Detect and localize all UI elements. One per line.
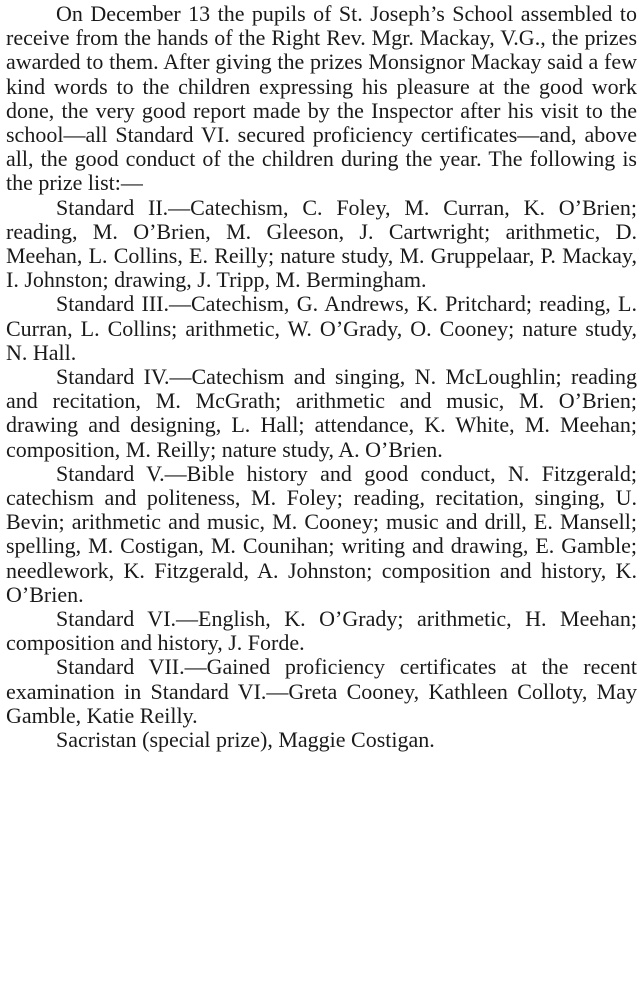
prize-list-standard-2: Standard II.—Catechism, C. Foley, M. Curran, K. O’Brien; reading, M. O’Brien, M. Gleeson, J. Cartwright; arithmetic, D. Meehan, L. Collins, E. Reilly; nature study, M. Gruppelaar, P. Mackay, I. Johnston; drawing, J. Tripp, M. Bermingham. — [6, 194, 637, 293]
prize-list-standard-6: Standard VI.—English, K. O’Grady; arithmetic, H. Meehan; composition and history, J. Forde. — [6, 606, 637, 656]
prize-list-standard-7: Standard VII.—Gained proficiency certificates at the recent examination in Standard VI.—Greta Cooney, Kathleen Colloty, May Gamble, Katie Reilly. — [6, 654, 637, 728]
prize-list-standard-3: Standard III.—Catechism, G. Andrews, K. Pritchard; reading, L. Curran, L. Collins; arithmetic, W. O’Grady, O. Cooney; nature study, N. Hall. — [6, 291, 637, 365]
intro-paragraph: On December 13 the pupils of St. Joseph’s School assembled to receive from the hands of the Right Rev. Mgr. Mackay, V.G., the prizes awarded to them. After giving the prizes Monsignor Mackay said a few kind words to the children expressing his pleasure at the good work done, the very good report made by the Inspector after his visit to the school—all Standard VI. secured proficiency certificates—and, above all, the good conduct of the children during the year. The following is the prize list:— — [6, 1, 637, 196]
prize-list-standard-5: Standard V.—Bible history and good conduct, N. Fitzgerald; catechism and politeness, M. Foley; reading, recitation, singing, U. Bevin; arithmetic and music, M. Cooney; music and drill, E. Mansell; spelling, M. Costigan, M. Counihan; writing and drawing, E. Gamble; needlework, K. Fitzgerald, A. Johnston; composition and history, K. O’Brien. — [6, 460, 637, 607]
special-prize-sacristan: Sacristan (special prize), Maggie Costigan. — [56, 727, 435, 753]
prize-list-standard-4: Standard IV.—Catechism and singing, N. McLoughlin; reading and recitation, M. McGrath; arithmetic and music, M. O’Brien; drawing and designing, L. Hall; attendance, K. White, M. Meehan; composition, M. Reilly; nature study, A. O’Brien. — [6, 364, 637, 462]
